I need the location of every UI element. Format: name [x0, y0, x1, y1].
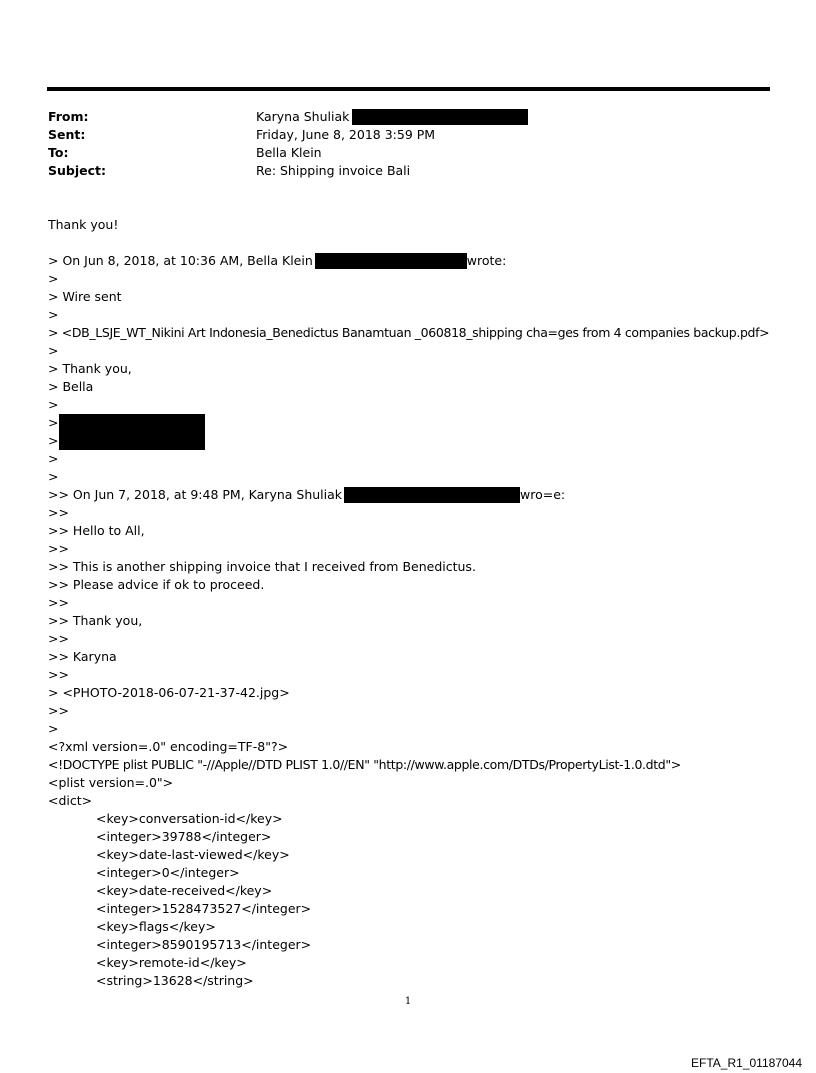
body-line: > Thank you, [48, 361, 132, 376]
from-label: From: [48, 109, 89, 124]
body-line: > Bella [48, 379, 94, 394]
xml-line: <integer>39788</integer> [96, 829, 272, 844]
redaction-box [59, 414, 205, 432]
xml-line: <plist version=.0"> [48, 775, 174, 790]
from-value-group [256, 108, 528, 126]
xml-line: <key>date-received</key> [96, 883, 273, 898]
body-line: > [48, 451, 59, 466]
body-line: > [48, 414, 769, 432]
to-label: To: [48, 145, 69, 160]
redaction-box [352, 109, 528, 125]
body-line: >> [48, 703, 69, 718]
attachment-line: > <DB_LSJE_WT_Nikini Art Indonesia_Benedictus Banamtuan _060818_shipping cha=ges from 4 companies backup.pdf> [48, 325, 770, 340]
body-line: >> [48, 667, 69, 682]
body-line: >> Please advice if ok to proceed. [48, 577, 265, 592]
to-row [48, 144, 528, 162]
xml-line: <integer>1528473527</integer> [96, 901, 312, 916]
email-body [48, 216, 769, 990]
body-line: > [48, 307, 59, 322]
quote-header-suffix: wrote: [466, 253, 507, 268]
body-line: >> Karyna [48, 649, 117, 664]
xml-line: <integer>8590195713</integer> [96, 937, 312, 952]
body-line [48, 252, 769, 270]
body-line: > [48, 397, 59, 412]
body-line: > [48, 721, 59, 736]
to-value: Bella Klein [256, 145, 322, 160]
body-line: >> This is another shipping invoice that I received from Benedictus. [48, 559, 476, 574]
xml-line: <key>date-last-viewed</key> [96, 847, 290, 862]
xml-line: <string>13628</string> [96, 973, 254, 988]
body-line: > [48, 469, 59, 484]
from-row [48, 108, 528, 126]
body-line: Thank you! [48, 217, 119, 232]
subject-row [48, 162, 528, 180]
body-line [48, 486, 769, 504]
xml-line: <integer>0</integer> [96, 865, 240, 880]
body-line: >> Hello to All, [48, 523, 145, 538]
xml-line: <?xml version=.0" encoding=TF-8"?> [48, 739, 289, 754]
page-number: 1 [404, 996, 412, 1007]
xml-line: <key>conversation-id</key> [96, 811, 283, 826]
redaction-box [315, 253, 467, 269]
subject-label: Subject: [48, 163, 106, 178]
xml-line: <key>remote-id</key> [96, 955, 247, 970]
email-header [48, 108, 528, 180]
attachment-line: > <PHOTO-2018-06-07-21-37-42.jpg> [48, 685, 290, 700]
body-line: > [48, 432, 769, 450]
sent-label: Sent: [48, 127, 86, 142]
body-line: >> [48, 595, 69, 610]
body-line: > Wire sent [48, 289, 122, 304]
xml-line: <key>flags</key> [96, 919, 216, 934]
redaction-box [344, 487, 520, 503]
body-line: > [48, 271, 59, 286]
body-line: >> [48, 541, 69, 556]
sent-value: Friday, June 8, 2018 3:59 PM [256, 127, 436, 142]
body-line: > [48, 343, 59, 358]
quote-header-text: >> On Jun 7, 2018, at 9:48 PM, Karyna Shuliak [48, 487, 343, 502]
from-value: Karyna Shuliak [256, 109, 350, 124]
document-id: EFTA_R1_01187044 [691, 1056, 802, 1070]
body-line: >> [48, 631, 69, 646]
sent-row [48, 126, 528, 144]
redaction-box [59, 432, 205, 450]
body-line: >> [48, 505, 69, 520]
quote-header-text: > On Jun 8, 2018, at 10:36 AM, Bella Klein [48, 253, 313, 268]
subject-value: Re: Shipping invoice Bali [256, 163, 411, 178]
body-line: >> Thank you, [48, 613, 143, 628]
header-rule [47, 87, 770, 91]
quote-header-suffix: wro=e: [520, 487, 566, 502]
xml-line: <!DOCTYPE plist PUBLIC "-//Apple//DTD PLIST 1.0//EN" "http://www.apple.com/DTDs/PropertyList-1.0.dtd"> [48, 757, 681, 772]
xml-line: <dict> [48, 793, 93, 808]
body-line [48, 234, 769, 252]
